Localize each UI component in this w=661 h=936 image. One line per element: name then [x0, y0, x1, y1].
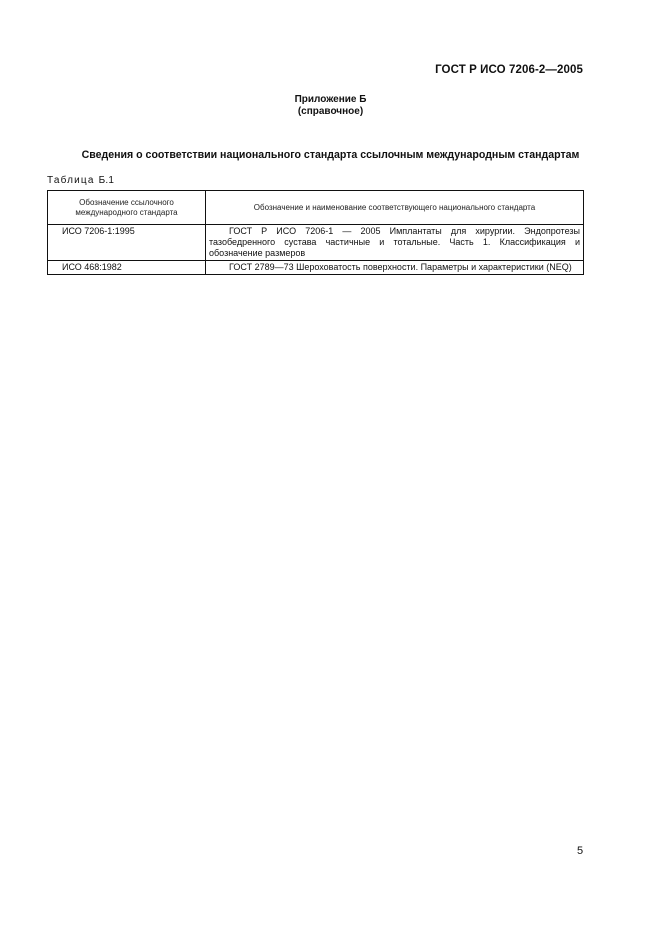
cell-national-standard: ГОСТ Р ИСО 7206-1 — 2005 Имплантаты для хирургии. Эндопротезы тазобедренного сустава частичные и тотальные. Часть 1. Классификация и обозначение размеров — [206, 225, 584, 261]
correspondence-table — [47, 190, 584, 275]
header-intl-standard: Обозначение ссылочного международного стандарта — [48, 191, 206, 225]
document-code: ГОСТ Р ИСО 7206-2—2005 — [435, 64, 583, 76]
cell-intl-standard: ИСО 7206-1:1995 — [48, 225, 206, 261]
page-number: 5 — [577, 845, 584, 857]
table-header-row — [48, 191, 584, 225]
table-row — [48, 225, 584, 261]
table-caption — [47, 175, 114, 186]
header-national-standard: Обозначение и наименование соответствующего национального стандарта — [206, 191, 584, 225]
annex-title: Приложение Б — [294, 94, 367, 105]
section-title: Сведения о соответствии национального стандарта ссылочным международным стандартам — [81, 149, 580, 161]
table-caption-number: Б.1 — [98, 175, 115, 186]
cell-intl-standard: ИСО 468:1982 — [48, 261, 206, 275]
cell-national-standard: ГОСТ 2789—73 Шероховатость поверхности. Параметры и характеристики (NEQ) — [206, 261, 584, 275]
annex-heading — [0, 94, 661, 118]
table-caption-word: Таблица — [47, 175, 95, 186]
annex-subtitle: (справочное) — [297, 106, 364, 117]
table-row — [48, 261, 584, 275]
